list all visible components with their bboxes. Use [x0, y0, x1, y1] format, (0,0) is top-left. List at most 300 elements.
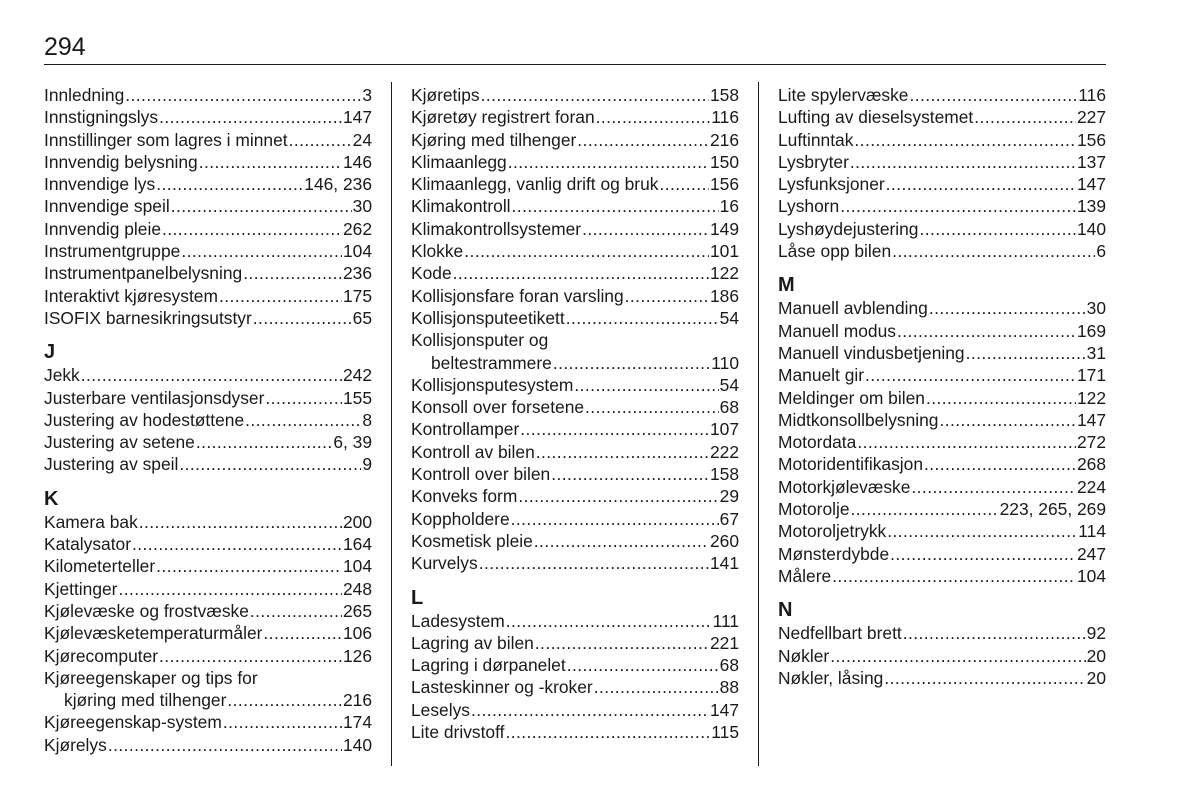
index-entry	[411, 699, 739, 721]
index-page-ref: 24	[352, 129, 372, 150]
index-entry	[778, 129, 1106, 151]
dot-leader	[464, 240, 709, 262]
index-page-ref: 68	[719, 655, 739, 676]
index-entry	[44, 622, 372, 644]
dot-leader	[974, 106, 1076, 128]
dot-leader	[854, 129, 1076, 151]
dot-leader	[857, 431, 1076, 453]
index-entry	[44, 218, 372, 240]
index-entry	[778, 645, 1106, 667]
index-page-ref: 115	[711, 722, 739, 743]
index-entry	[411, 285, 739, 307]
index-entry	[778, 84, 1106, 106]
dot-leader	[118, 578, 342, 600]
index-term: Lysbryter	[778, 151, 849, 172]
index-letter-heading: K	[44, 487, 59, 510]
index-term: Kjørecomputer	[44, 645, 159, 666]
column-divider	[758, 82, 759, 766]
index-letter-heading: J	[44, 341, 56, 364]
index-page-ref: 122	[709, 263, 739, 284]
index-entry	[778, 431, 1106, 453]
dot-leader	[596, 106, 711, 128]
index-term: Innvendig belysning	[44, 151, 198, 172]
index-page-ref: 111	[712, 610, 739, 631]
dot-leader	[108, 734, 342, 756]
index-entry	[411, 84, 739, 106]
index-term: Manuell modus	[778, 320, 896, 341]
index-entry	[44, 262, 372, 284]
index-entry	[44, 106, 372, 128]
index-page-ref: 31	[1086, 342, 1106, 363]
index-term: Lagring av bilen	[411, 632, 534, 653]
dot-leader	[939, 409, 1076, 431]
dot-leader	[162, 218, 342, 240]
index-page-ref: 92	[1086, 623, 1106, 644]
index-entry	[778, 218, 1106, 240]
index-entry	[44, 129, 372, 151]
index-term: Målere	[778, 565, 832, 586]
index-entry	[778, 565, 1106, 587]
dot-leader	[245, 409, 361, 431]
index-page-ref: 8	[362, 409, 372, 430]
dot-leader	[520, 418, 709, 440]
index-entry	[411, 129, 739, 151]
index-term: Midtkonsollbelysning	[778, 409, 939, 430]
index-page-ref: 149	[709, 218, 739, 239]
index-entry-continuation	[411, 352, 739, 374]
dot-leader	[566, 307, 719, 329]
index-page-ref: 116	[711, 107, 739, 128]
dot-leader	[887, 520, 1077, 542]
index-entry	[44, 307, 372, 329]
index-term: Mønsterdybde	[778, 543, 890, 564]
dot-leader	[926, 387, 1076, 409]
index-term: Motoridentifikasjon	[778, 454, 923, 475]
dot-leader	[897, 320, 1076, 342]
dot-leader	[832, 565, 1076, 587]
index-term: Motorkjølevæske	[778, 476, 911, 497]
index-term: ISOFIX barnesikringsutstyr	[44, 307, 252, 328]
index-term: Lagring i dørpanelet	[411, 655, 566, 676]
index-entry	[778, 476, 1106, 498]
index-term: Kollisjonsputer og	[411, 330, 549, 351]
index-page-ref: 156	[709, 174, 739, 195]
dot-leader	[139, 511, 342, 533]
index-term: Manuell vindusbetjening	[778, 342, 965, 363]
index-entry	[411, 610, 739, 632]
dot-leader	[156, 555, 342, 577]
index-entry	[411, 632, 739, 654]
index-term: Instrumentpanelbelysning	[44, 263, 243, 284]
index-term: Kontroll av bilen	[411, 441, 535, 462]
index-term: Katalysator	[44, 534, 131, 555]
dot-leader	[585, 396, 719, 418]
dot-leader	[840, 195, 1076, 217]
index-entry	[778, 240, 1106, 262]
index-term: Kjøreegenskap-system	[44, 712, 222, 733]
index-term: Instrumentgruppe	[44, 241, 181, 262]
index-entry	[411, 485, 739, 507]
dot-leader	[884, 667, 1085, 689]
index-entry	[778, 409, 1106, 431]
index-page-ref: 174	[342, 712, 372, 733]
dot-leader	[132, 533, 342, 555]
index-entry	[44, 711, 372, 733]
index-term: Lite spylervæske	[778, 85, 909, 105]
index-page-ref: 147	[1076, 174, 1106, 195]
index-entry	[44, 511, 372, 533]
index-page-ref: 216	[342, 690, 372, 711]
index-entry	[778, 297, 1106, 319]
dot-leader	[505, 721, 710, 743]
index-entry	[778, 387, 1106, 409]
index-term: Lasteskinner og -kroker	[411, 677, 593, 698]
index-entry	[411, 262, 739, 284]
index-entry	[778, 106, 1106, 128]
index-entry	[44, 151, 372, 173]
index-page-ref: 147	[1076, 409, 1106, 430]
dot-leader	[479, 552, 709, 574]
index-entry	[44, 84, 372, 106]
index-page-ref: 68	[719, 397, 739, 418]
dot-leader	[966, 342, 1086, 364]
dot-leader	[179, 453, 361, 475]
index-page-ref: 227	[1076, 107, 1106, 128]
index-entry	[411, 552, 739, 574]
index-letter-heading: N	[778, 599, 793, 622]
dot-leader	[481, 84, 709, 106]
dot-leader	[227, 689, 342, 711]
index-page-ref: 30	[352, 196, 372, 217]
index-term: Lite drivstoff	[411, 722, 505, 743]
index-entry	[411, 374, 739, 396]
dot-leader	[511, 508, 719, 530]
index-term: Innstillinger som lagres i minnet	[44, 129, 288, 150]
index-entry	[44, 240, 372, 262]
header-rule	[44, 64, 1106, 65]
dot-leader	[850, 151, 1076, 173]
index-page-ref: 3	[362, 85, 372, 105]
index-page-ref: 88	[719, 677, 739, 698]
index-page-ref: 106	[342, 623, 372, 644]
index-page-ref: 104	[1076, 565, 1106, 586]
index-page-ref: 260	[709, 530, 739, 551]
dot-leader	[582, 218, 709, 240]
index-page-ref: 65	[352, 307, 372, 328]
index-entry	[44, 645, 372, 667]
index-entry	[778, 498, 1106, 520]
dot-leader	[253, 307, 352, 329]
index-term: Kollisjonsputesystem	[411, 374, 574, 395]
dot-leader	[506, 610, 712, 632]
index-page-ref: 146, 236	[304, 174, 372, 195]
index-page-ref: 104	[342, 241, 372, 262]
index-page-ref: 224	[1076, 476, 1106, 497]
index-term: Nøkler	[778, 645, 830, 666]
index-term: Klimakontroll	[411, 196, 511, 217]
index-entry	[44, 578, 372, 600]
index-page-ref: 30	[1086, 298, 1106, 319]
index-page-ref: 126	[342, 645, 372, 666]
dot-leader	[919, 218, 1076, 240]
index-term: Innstigningslys	[44, 107, 159, 128]
index-term: Kurvelys	[411, 553, 478, 574]
index-page-ref: 200	[342, 511, 372, 532]
index-term: Meldinger om bilen	[778, 387, 925, 408]
dot-leader	[536, 441, 709, 463]
index-entry	[44, 285, 372, 307]
index-term: Kjettinger	[44, 578, 118, 599]
index-term: Nøkler, låsing	[778, 667, 884, 688]
index-term: Lufting av dieselsystemet	[778, 107, 974, 128]
index-entry	[411, 106, 739, 128]
index-term: Innledning	[44, 85, 125, 105]
index-page-ref: 140	[1076, 218, 1106, 239]
dot-leader	[181, 240, 342, 262]
index-entry	[411, 396, 739, 418]
index-page-ref: 147	[709, 699, 739, 720]
index-page-ref: 155	[342, 387, 372, 408]
index-entry	[411, 676, 739, 698]
index-term-continuation: kjøring med tilhenger	[64, 690, 227, 711]
index-term: Konsoll over forsetene	[411, 397, 585, 418]
dot-leader	[534, 530, 709, 552]
dot-leader	[453, 262, 709, 284]
index-page-ref: 248	[342, 578, 372, 599]
index-page-ref: 140	[342, 734, 372, 755]
index-term: Klimakontrollsystemer	[411, 218, 582, 239]
index-term: Kode	[411, 263, 452, 284]
index-term: Kjølevæske og frostvæske	[44, 600, 249, 621]
index-term: Nedfellbart brett	[778, 623, 902, 644]
dot-leader	[223, 711, 342, 733]
index-entry	[411, 173, 739, 195]
index-entry	[778, 151, 1106, 173]
page-number: 294	[44, 33, 86, 61]
index-page-ref: 236	[342, 263, 372, 284]
index-term: Koppholdere	[411, 508, 510, 529]
index-term: Innvendige speil	[44, 196, 170, 217]
dot-leader	[156, 173, 303, 195]
index-page-ref: 171	[1076, 365, 1106, 386]
index-term: Leselys	[411, 699, 470, 720]
index-term: Justering av hodestøttene	[44, 409, 245, 430]
index-page-ref: 216	[709, 129, 739, 150]
dot-leader	[911, 476, 1076, 498]
dot-leader	[924, 453, 1076, 475]
index-term: Kollisjonsfare foran varsling	[411, 285, 624, 306]
index-term: Ladesystem	[411, 610, 505, 631]
index-term: Interaktivt kjøresystem	[44, 285, 218, 306]
index-letter-heading: M	[778, 274, 795, 297]
index-column-3	[778, 84, 1106, 689]
dot-leader	[159, 645, 342, 667]
index-term: Klimaanlegg, vanlig drift og bruk	[411, 174, 659, 195]
index-term: Manuelt gir	[778, 365, 865, 386]
dot-leader	[219, 285, 342, 307]
index-page-ref: 107	[709, 419, 739, 440]
dot-leader	[508, 151, 709, 173]
index-entry	[411, 418, 739, 440]
index-term: Låse opp bilen	[778, 241, 892, 262]
index-term: Lyshøydejustering	[778, 218, 919, 239]
index-page-ref: 221	[709, 632, 739, 653]
index-entry	[411, 307, 739, 329]
index-term-continuation: beltestrammere	[431, 352, 552, 373]
index-entry	[44, 600, 372, 622]
index-page-ref: 29	[719, 486, 739, 507]
index-page-ref: 147	[342, 107, 372, 128]
index-page-ref: 272	[1076, 432, 1106, 453]
index-term: Kilometerteller	[44, 556, 156, 577]
index-entry	[411, 151, 739, 173]
dot-leader	[594, 676, 719, 698]
index-entry	[411, 463, 739, 485]
dot-leader	[289, 129, 352, 151]
index-term: Justering av setene	[44, 432, 195, 453]
dot-leader	[929, 297, 1086, 319]
dot-leader	[851, 498, 999, 520]
index-column-2	[411, 84, 739, 743]
index-page-ref: 9	[362, 454, 372, 475]
dot-leader	[250, 600, 342, 622]
dot-leader	[886, 173, 1076, 195]
index-term: Klokke	[411, 241, 464, 262]
index-page-ref: 16	[719, 196, 739, 217]
dot-leader	[830, 645, 1085, 667]
index-entry	[44, 173, 372, 195]
dot-leader	[159, 106, 342, 128]
index-entry	[778, 543, 1106, 565]
dot-leader	[553, 352, 710, 374]
index-entry	[44, 364, 372, 386]
index-page-ref: 122	[1076, 387, 1106, 408]
index-term: Kjøreegenskaper og tips for	[44, 667, 258, 688]
index-page-ref: 101	[709, 241, 739, 262]
index-term: Kamera bak	[44, 511, 138, 532]
index-entry	[44, 453, 372, 475]
index-entry	[411, 508, 739, 530]
index-term: Kjøretips	[411, 85, 480, 105]
index-term: Klimaanlegg	[411, 151, 507, 172]
index-term: Manuell avblending	[778, 298, 928, 319]
index-entry	[44, 195, 372, 217]
dot-leader	[909, 84, 1077, 106]
index-term: Kontrollamper	[411, 419, 520, 440]
index-entry	[411, 329, 739, 351]
index-page-ref: 114	[1078, 521, 1106, 542]
index-entry	[44, 409, 372, 431]
index-term: Kosmetisk pleie	[411, 530, 533, 551]
index-column-1	[44, 84, 372, 756]
index-term: Innvendig pleie	[44, 218, 161, 239]
index-page-ref: 223, 265, 269	[999, 499, 1106, 520]
index-entry	[44, 431, 372, 453]
index-page-ref: 110	[711, 352, 739, 373]
index-page-ref: 54	[719, 307, 739, 328]
index-entry	[778, 320, 1106, 342]
dot-leader	[243, 262, 342, 284]
index-page-ref: 175	[342, 285, 372, 306]
index-entry	[778, 173, 1106, 195]
index-term: Motorolje	[778, 499, 850, 520]
index-term: Kollisjonsputeetikett	[411, 307, 565, 328]
index-page-ref: 265	[342, 600, 372, 621]
index-term: Lysfunksjoner	[778, 174, 885, 195]
index-page-ref: 150	[709, 151, 739, 172]
index-entry	[44, 734, 372, 756]
index-page-ref: 146	[342, 151, 372, 172]
index-entry	[411, 218, 739, 240]
index-entry	[778, 195, 1106, 217]
index-page-ref: 104	[342, 556, 372, 577]
index-page-ref: 158	[709, 85, 739, 105]
dot-leader	[265, 387, 342, 409]
index-page-ref: 164	[342, 534, 372, 555]
index-letter-heading: L	[411, 586, 424, 609]
index-term: Motoroljetrykk	[778, 521, 887, 542]
dot-leader	[518, 485, 718, 507]
dot-leader	[171, 195, 352, 217]
dot-leader	[199, 151, 342, 173]
column-divider	[391, 82, 392, 766]
index-page-ref: 158	[709, 464, 739, 485]
dot-leader	[196, 431, 333, 453]
index-page-ref: 67	[719, 508, 739, 529]
index-page-ref: 186	[709, 285, 739, 306]
index-term: Justering av speil	[44, 454, 179, 475]
index-term: Kjølevæsketemperaturmåler	[44, 623, 263, 644]
index-page-ref: 268	[1076, 454, 1106, 475]
dot-leader	[574, 374, 718, 396]
index-term: Luftinntak	[778, 129, 854, 150]
index-entry	[44, 533, 372, 555]
index-page-ref: 139	[1076, 196, 1106, 217]
index-entry	[44, 387, 372, 409]
index-page-ref: 247	[1076, 543, 1106, 564]
index-page-ref: 169	[1076, 320, 1106, 341]
dot-leader	[903, 622, 1086, 644]
dot-leader	[125, 84, 361, 106]
dot-leader	[865, 364, 1076, 386]
index-page-ref: 262	[342, 218, 372, 239]
dot-leader	[551, 463, 709, 485]
index-term: Lyshorn	[778, 196, 840, 217]
index-term: Konveks form	[411, 486, 518, 507]
dot-leader	[471, 699, 709, 721]
index-page-ref: 137	[1076, 151, 1106, 172]
index-entry	[778, 622, 1106, 644]
index-entry	[778, 520, 1106, 542]
index-entry	[44, 667, 372, 689]
index-entry	[411, 654, 739, 676]
index-term: Innvendige lys	[44, 174, 156, 195]
index-term: Kontroll over bilen	[411, 464, 551, 485]
index-page-ref: 6	[1096, 241, 1106, 262]
index-entry	[411, 441, 739, 463]
index-term: Kjøretøy registrert foran	[411, 107, 595, 128]
index-term: Jekk	[44, 365, 80, 386]
dot-leader	[577, 129, 709, 151]
dot-leader	[625, 285, 709, 307]
index-entry	[778, 667, 1106, 689]
index-entry	[778, 364, 1106, 386]
index-entry	[411, 530, 739, 552]
index-page-ref: 6, 39	[333, 432, 372, 453]
index-entry	[411, 195, 739, 217]
index-term: Motordata	[778, 432, 857, 453]
dot-leader	[512, 195, 719, 217]
